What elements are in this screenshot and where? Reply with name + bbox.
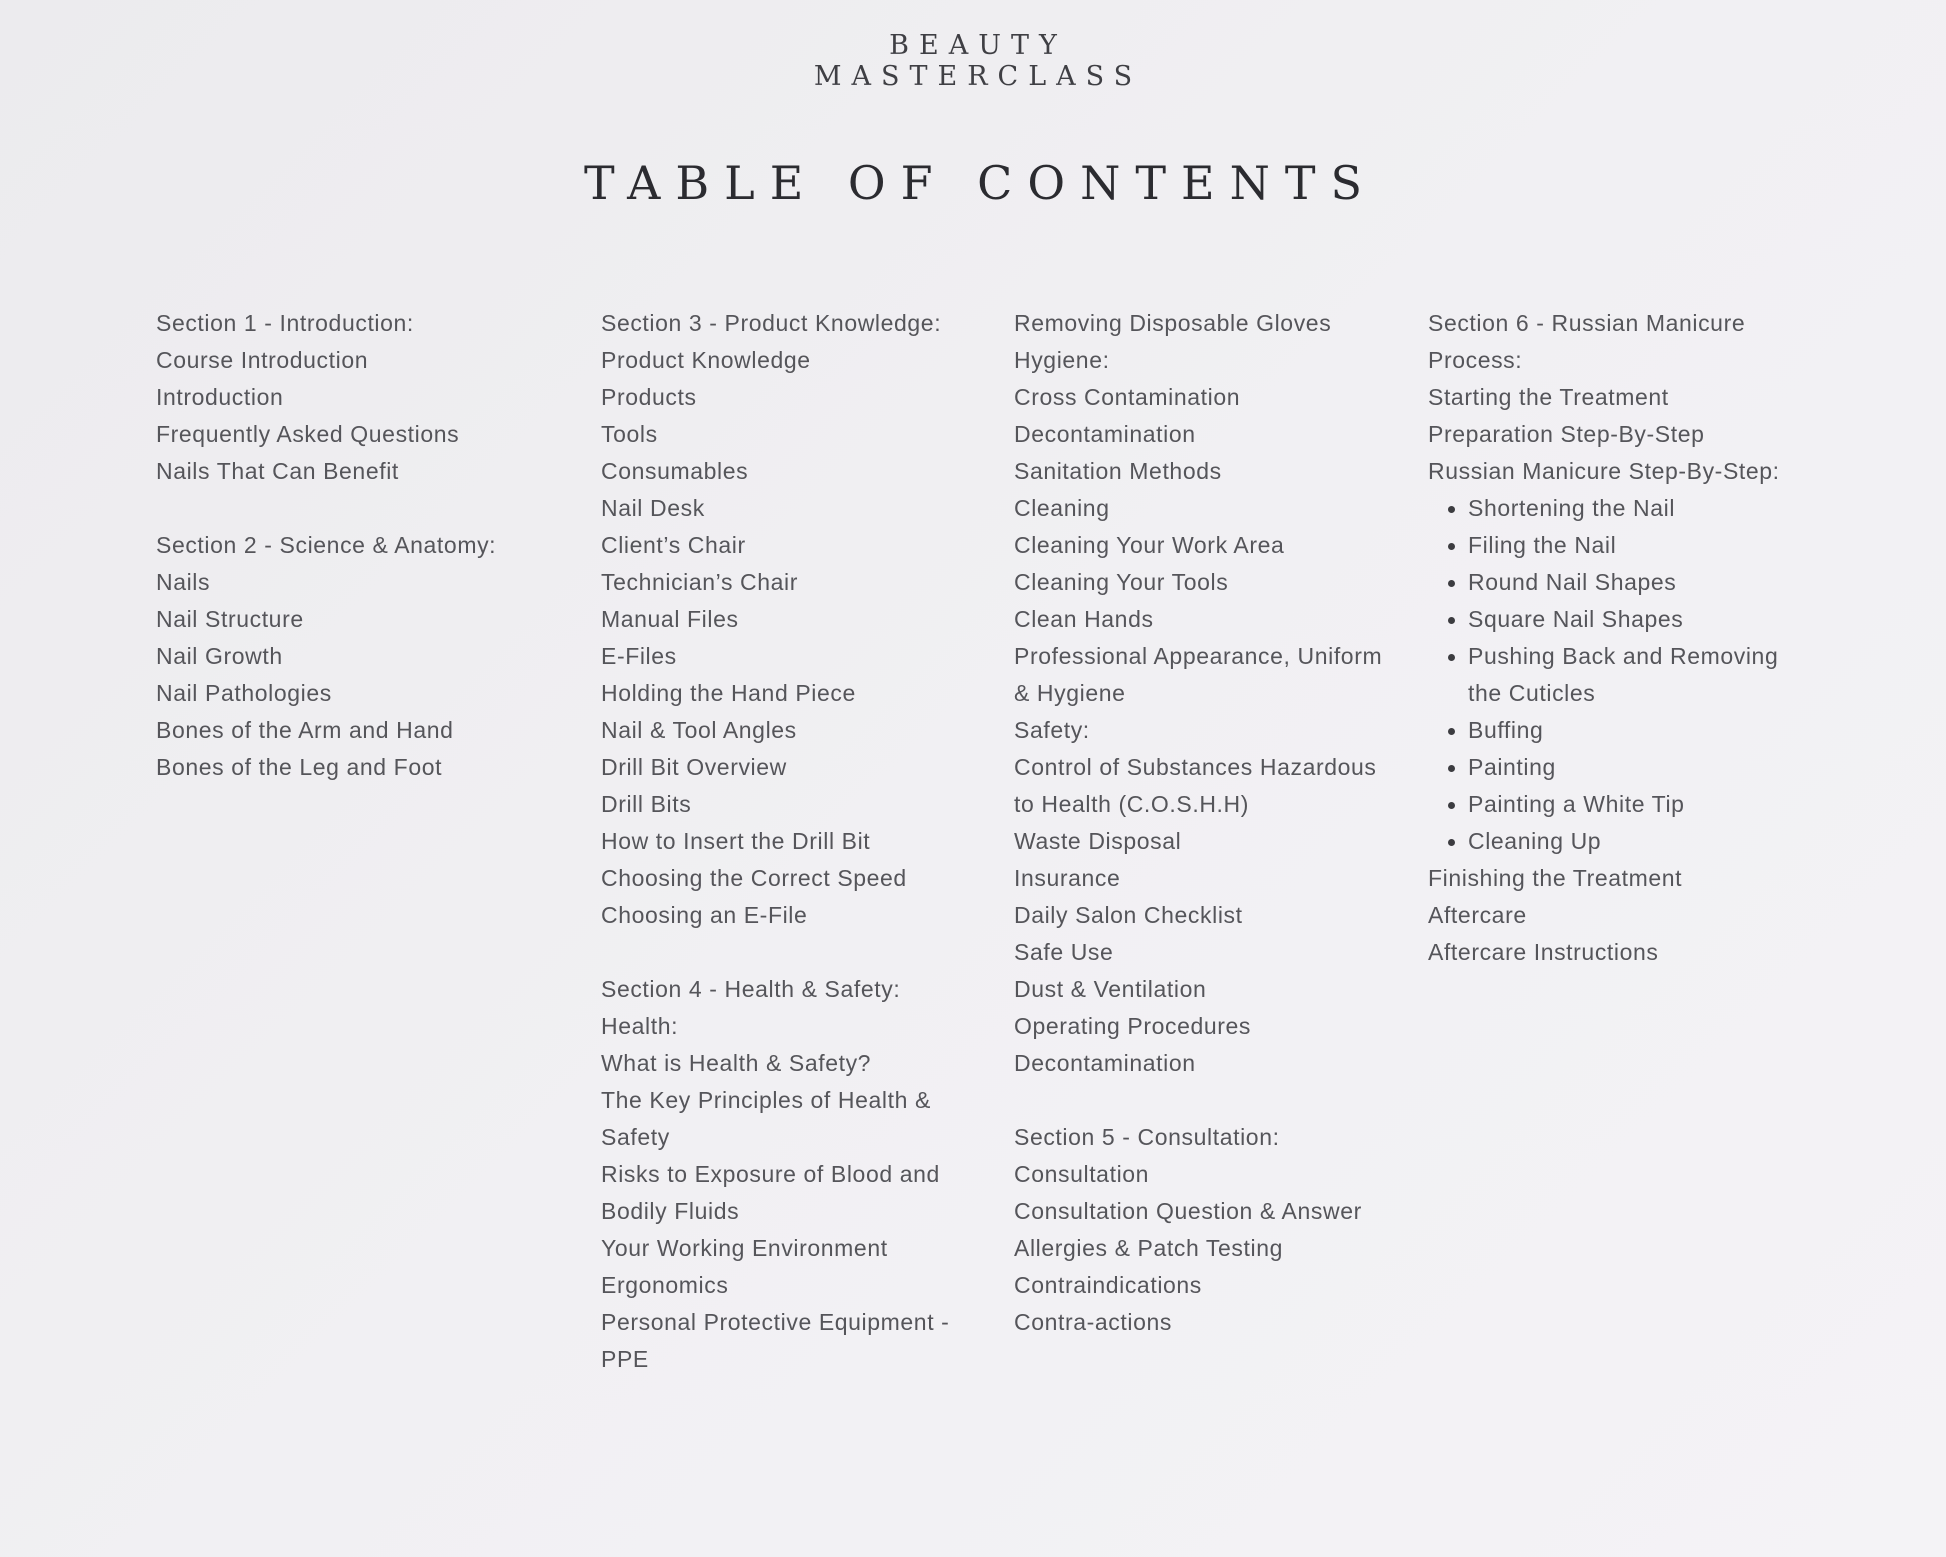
- toc-entry: Finishing the Treatment: [1428, 865, 1683, 891]
- toc-entry: Personal Protective Equipment -: [601, 1309, 950, 1335]
- bullet-entry: [1428, 601, 1828, 638]
- toc-entry: Choosing an E-File: [601, 902, 808, 928]
- toc-entry: Contra-actions: [1014, 1309, 1172, 1335]
- toc-entry: Allergies & Patch Testing: [1014, 1235, 1283, 1261]
- toc-entry: Nail & Tool Angles: [601, 717, 797, 743]
- toc-entry: Cross Contamination: [1014, 384, 1241, 410]
- bullet-entry: [1428, 527, 1828, 564]
- toc-entry: Cleaning Your Tools: [1014, 569, 1229, 595]
- toc-entry: Consumables: [601, 458, 749, 484]
- bullet-entry: [1428, 786, 1828, 823]
- bullet-entry-label: Painting: [1468, 754, 1556, 780]
- toc-entry: Safe Use: [1014, 939, 1114, 965]
- toc-entry: Products: [601, 384, 697, 410]
- toc-entry: to Health (C.O.S.H.H): [1014, 791, 1249, 817]
- bullet-icon: [1448, 654, 1455, 661]
- toc-entry: Risks to Exposure of Blood and: [601, 1161, 940, 1187]
- toc-entry: How to Insert the Drill Bit: [601, 828, 871, 854]
- brand-line-1: BEAUTY: [889, 30, 1067, 61]
- bullet-entry-label: Shortening the Nail: [1468, 495, 1676, 521]
- toc-entry: Manual Files: [601, 606, 739, 632]
- toc-entry: Frequently Asked Questions: [156, 421, 460, 447]
- toc-entry: Consultation Question & Answer: [1014, 1198, 1362, 1224]
- bullet-icon: [1448, 728, 1455, 735]
- toc-column-4: [1428, 305, 1828, 971]
- toc-entry: Technician’s Chair: [601, 569, 799, 595]
- toc-entry: Control of Substances Hazardous: [1014, 754, 1377, 780]
- toc-entry: What is Health & Safety?: [601, 1050, 872, 1076]
- toc-entry: Nails: [156, 569, 211, 595]
- bullet-entry-label: the Cuticles: [1468, 680, 1596, 706]
- bullet-icon: [1448, 802, 1455, 809]
- section-spacer: [156, 490, 576, 527]
- toc-entry: The Key Principles of Health &: [601, 1087, 931, 1113]
- bullet-entry-continued: [1428, 675, 1828, 712]
- section-spacer: [1014, 1082, 1414, 1119]
- bullet-entry-label: Pushing Back and Removing: [1468, 643, 1779, 669]
- bullet-entry-label: Round Nail Shapes: [1468, 569, 1677, 595]
- toc-entry: Preparation Step-By-Step: [1428, 421, 1705, 447]
- section-heading: Section 6 - Russian Manicure: [1428, 310, 1746, 336]
- toc-entry: Ergonomics: [601, 1272, 729, 1298]
- toc-entry: Nail Structure: [156, 606, 304, 632]
- section-spacer: [601, 934, 1001, 971]
- toc-entry: Aftercare: [1428, 902, 1527, 928]
- toc-entry: Product Knowledge: [601, 347, 811, 373]
- toc-entry: Bones of the Arm and Hand: [156, 717, 454, 743]
- toc-entry: Course Introduction: [156, 347, 369, 373]
- toc-entry: Consultation: [1014, 1161, 1150, 1187]
- bullet-entry-label: Buffing: [1468, 717, 1544, 743]
- toc-entry: Health:: [601, 1013, 679, 1039]
- bullet-entry-label: Square Nail Shapes: [1468, 606, 1684, 632]
- section-heading: Section 1 - Introduction:: [156, 310, 414, 336]
- toc-entry: Dust & Ventilation: [1014, 976, 1207, 1002]
- section-heading: Process:: [1428, 347, 1523, 373]
- brand-line-2: MASTERCLASS: [813, 61, 1143, 92]
- bullet-entry: [1428, 638, 1828, 675]
- toc-entry: Bones of the Leg and Foot: [156, 754, 443, 780]
- toc-entry: Cleaning: [1014, 495, 1110, 521]
- section-heading: Section 2 - Science & Anatomy:: [156, 532, 497, 558]
- toc-entry: Removing Disposable Gloves: [1014, 310, 1332, 336]
- bullet-icon: [1448, 580, 1455, 587]
- toc-entry: Daily Salon Checklist: [1014, 902, 1243, 928]
- toc-entry: Hygiene:: [1014, 347, 1110, 373]
- toc-entry: Client’s Chair: [601, 532, 746, 558]
- toc-entry: E-Files: [601, 643, 677, 669]
- toc-entry: Introduction: [156, 384, 284, 410]
- bullet-entry-label: Painting a White Tip: [1468, 791, 1685, 817]
- bullet-entry: [1428, 490, 1828, 527]
- toc-entry: Sanitation Methods: [1014, 458, 1222, 484]
- bullet-entry: [1428, 712, 1828, 749]
- section-heading: Section 4 - Health & Safety:: [601, 976, 901, 1002]
- toc-entry: Starting the Treatment: [1428, 384, 1669, 410]
- toc-entry: Contraindications: [1014, 1272, 1202, 1298]
- bullet-entry-label: Filing the Nail: [1468, 532, 1617, 558]
- toc-entry: Cleaning Your Work Area: [1014, 532, 1285, 558]
- toc-entry: & Hygiene: [1014, 680, 1126, 706]
- bullet-icon: [1448, 506, 1455, 513]
- toc-entry: Bodily Fluids: [601, 1198, 740, 1224]
- toc-column-1: [156, 305, 576, 786]
- toc-entry: Choosing the Correct Speed: [601, 865, 907, 891]
- toc-entry: Clean Hands: [1014, 606, 1154, 632]
- toc-entry: Insurance: [1014, 865, 1121, 891]
- section-heading: Section 3 - Product Knowledge:: [601, 310, 942, 336]
- bullet-entry-label: Cleaning Up: [1468, 828, 1602, 854]
- toc-entry: Waste Disposal: [1014, 828, 1182, 854]
- toc-entry: Aftercare Instructions: [1428, 939, 1659, 965]
- toc-column-2: [601, 305, 1001, 1378]
- toc-entry: Drill Bits: [601, 791, 692, 817]
- toc-column-3: [1014, 305, 1414, 1341]
- toc-entry: PPE: [601, 1346, 649, 1372]
- toc-entry: Tools: [601, 421, 658, 447]
- bullet-entry: [1428, 564, 1828, 601]
- toc-entry: Holding the Hand Piece: [601, 680, 856, 706]
- toc-entry: Safety: [601, 1124, 670, 1150]
- bullet-icon: [1448, 839, 1455, 846]
- toc-entry: Nail Desk: [601, 495, 705, 521]
- toc-entry: Russian Manicure Step-By-Step:: [1428, 458, 1780, 484]
- toc-entry: Operating Procedures: [1014, 1013, 1252, 1039]
- toc-entry: Nail Pathologies: [156, 680, 332, 706]
- toc-entry: Your Working Environment: [601, 1235, 888, 1261]
- bullet-icon: [1448, 617, 1455, 624]
- toc-entry: Nail Growth: [156, 643, 283, 669]
- toc-entry: Nails That Can Benefit: [156, 458, 399, 484]
- bullet-icon: [1448, 543, 1455, 550]
- page-title: TABLE OF CONTENTS: [583, 156, 1378, 210]
- bullet-icon: [1448, 765, 1455, 772]
- toc-entry: Drill Bit Overview: [601, 754, 787, 780]
- toc-entry: Professional Appearance, Uniform: [1014, 643, 1383, 669]
- bullet-entry: [1428, 749, 1828, 786]
- toc-entry: Decontamination: [1014, 1050, 1196, 1076]
- toc-entry: Safety:: [1014, 717, 1090, 743]
- toc-entry: Decontamination: [1014, 421, 1196, 447]
- bullet-entry: [1428, 823, 1828, 860]
- section-heading: Section 5 - Consultation:: [1014, 1124, 1280, 1150]
- brand-logo: [0, 30, 1946, 92]
